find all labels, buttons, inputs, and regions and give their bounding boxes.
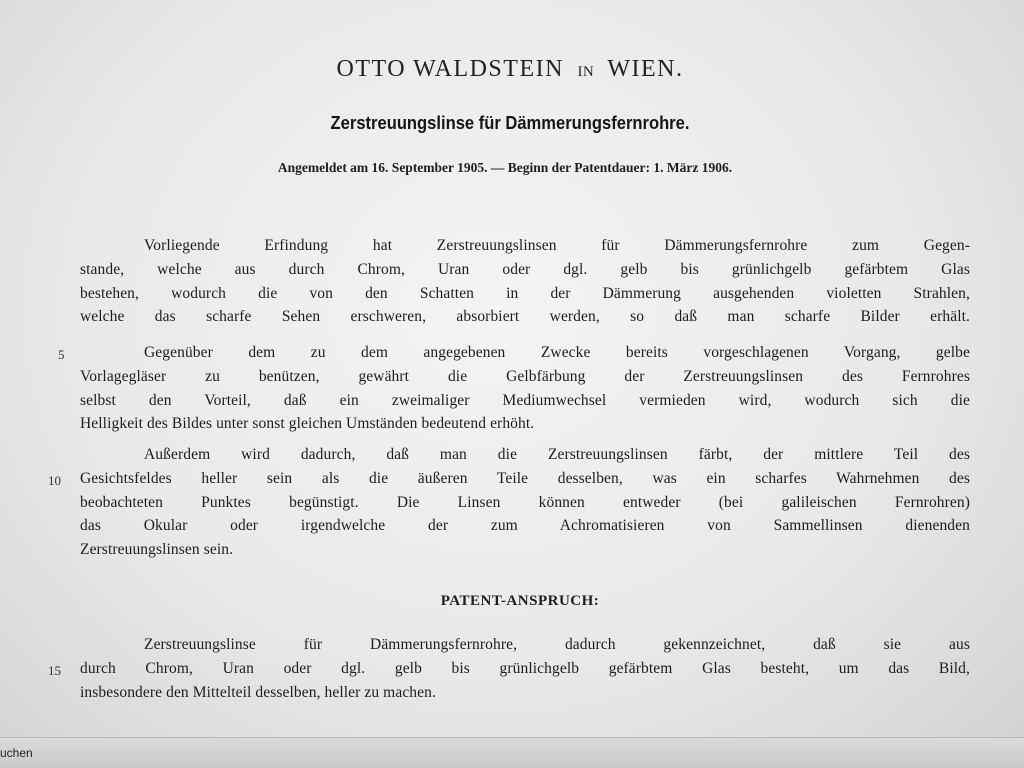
paragraph-2 <box>58 341 970 436</box>
text-line: durch Chrom, Uran oder dgl. gelb bis grünlichgelb gefärbtem Glas besteht, um das Bild, <box>80 659 970 677</box>
paragraph-1 <box>80 234 970 329</box>
text-line: Vorliegende Erfindung hat Zerstreuungslinsen für Dämmerungsfernrohre zum Gegen- <box>144 237 970 254</box>
paragraph-3 <box>48 443 970 562</box>
text-line: das Okular oder irgendwelche der zum Achromatisieren von Sammellinsen dienenden <box>80 517 970 535</box>
claim-text <box>48 633 970 704</box>
window-status-bar <box>0 737 1024 768</box>
text-line: Außerdem wird dadurch, daß man die Zerstreuungslinsen färbt, der mittlere Teil des <box>144 446 970 463</box>
claim-heading: PATENT-ANSPRUCH: <box>440 593 600 609</box>
patent-title: Zerstreuungslinse für Dämmerungsfernrohre. <box>330 113 690 133</box>
text-line: selbst den Vorteil, daß ein zweimaliger Mediumwechsel vermieden wird, wodurch sich die <box>80 391 970 409</box>
text-line: insbesondere den Mittelteil desselben, heller zu machen. <box>80 683 436 701</box>
text-line: Zerstreuungslinse für Dämmerungsfernrohre, dadurch gekennzeichnet, daß sie aus <box>144 636 970 653</box>
patent-author <box>300 56 720 83</box>
line-number: 15 <box>48 663 61 678</box>
author-city: WIEN. <box>607 56 684 82</box>
line-number: 5 <box>58 347 65 362</box>
author-name: OTTO WALDSTEIN <box>336 56 564 82</box>
author-in: IN <box>577 64 595 80</box>
text-line: Gesichtsfeldes heller sein als die äußeren Teile desselben, was ein scharfes Wahrnehmen des <box>80 469 970 487</box>
search-label[interactable]: uchen <box>0 746 33 760</box>
filing-dates: Angemeldet am 16. September 1905. — Beginn der Patentdauer: 1. März 1906. <box>277 160 733 175</box>
text-line: bestehen, wodurch die von den Schatten in der Dämmerung ausgehenden violetten Strahlen, <box>80 284 970 302</box>
text-line: Gegenüber dem zu dem angegebenen Zwecke bereits vorgeschlagenen Vorgang, gelbe <box>144 344 970 361</box>
line-number: 10 <box>48 473 61 488</box>
text-line: stande, welche aus durch Chrom, Uran oder dgl. gelb bis grünlichgelb gefärbtem Glas <box>80 260 970 278</box>
text-line: Zerstreuungslinsen sein. <box>80 541 234 559</box>
text-line: Vorlagegläser zu benützen, gewährt die Gelbfärbung der Zerstreuungslinsen des Fernrohres <box>80 367 970 385</box>
text-line: welche das scharfe Sehen erschweren, absorbiert werden, so daß man scharfe Bilder erhält. <box>80 308 970 326</box>
text-line: Helligkeit des Bildes unter sonst gleichen Umständen bedeutend erhöht. <box>80 415 535 433</box>
text-line: beobachteten Punktes begünstigt. Die Linsen können entweder (bei galileischen Fernrohren) <box>80 493 970 511</box>
